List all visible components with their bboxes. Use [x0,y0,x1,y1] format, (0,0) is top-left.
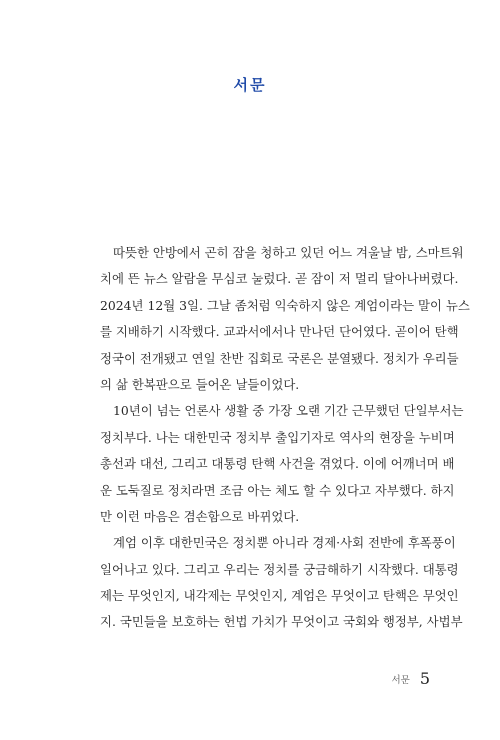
text-line: 지. 국민들을 보호하는 헌법 가치가 무엇이고 국회와 행정부, 사법부 [100,614,463,630]
page-number: 5 [419,669,430,688]
text-line: 따뜻한 안방에서 곤히 잠을 청하고 있던 어느 겨울날 밤, 스마트워 [113,245,464,260]
running-footer-section: 서문 [391,674,410,686]
text-line: 계엄 이후 대한민국은 정치뿐 아니라 경제·사회 전반에 후폭풍이 [113,535,456,551]
page-title: 서문 [233,76,267,94]
text-line: 만 이런 마음은 겸손함으로 바뀌었다. [100,508,300,524]
text-line: 운 도둑질로 정치라면 조금 아는 체도 할 수 있다고 자부했다. 하지 [100,482,455,498]
text-line: 정치부다. 나는 대한민국 정치부 출입기자로 역사의 현장을 누비며 [100,429,455,445]
text-line: 의 삶 한복판으로 들어온 날들이었다. [100,376,300,392]
text-line: 를 지배하기 시작했다. 교과서에서나 만나던 단어였다. 곧이어 탄핵 [100,324,459,340]
text-line: 치에 뜬 뉴스 알람을 무심코 눌렀다. 곧 잠이 저 멀리 달아나버렸다. [100,271,459,287]
text-line: 정국이 전개됐고 연일 찬반 집회로 국론은 분열됐다. 정치가 우리들 [100,350,459,366]
text-line: 제는 무엇인지, 내각제는 무엇인지, 계엄은 무엇이고 탄핵은 무엇인 [100,588,459,604]
page-footer [0,668,430,688]
text-line: 2024년 12월 3일. 그날 좀처럼 익숙하지 않은 계엄이라는 말이 뉴스 [100,297,470,313]
text-line: 일어나고 있다. 그리고 우리는 정치를 궁금해하기 시작했다. 대통령 [100,561,459,577]
text-line: 10년이 넘는 언론사 생활 중 가장 오랜 기간 근무했던 단일부서는 [113,403,464,419]
body-text [100,240,470,636]
text-line: 총선과 대선, 그리고 대통령 탄핵 사건을 겪었다. 이에 어깨너머 배 [100,456,455,472]
